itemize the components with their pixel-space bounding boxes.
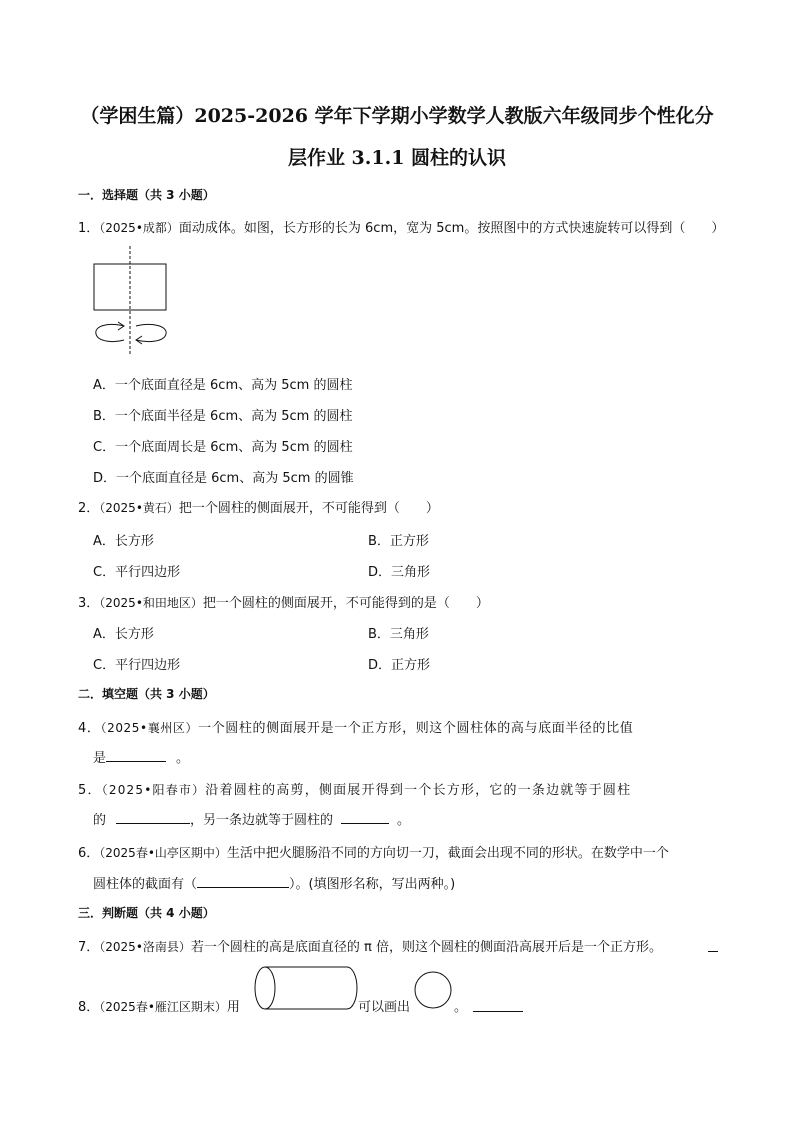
answer-blank[interactable]: [106, 747, 166, 762]
rotating-rectangle-figure: [88, 244, 178, 356]
question-5: [78, 779, 631, 798]
question-text: 是: [93, 751, 107, 766]
question-8-end: 。: [454, 1000, 468, 1015]
q2-option-a: A．长方形: [93, 534, 154, 549]
question-number: 5．: [78, 783, 102, 798]
question-6: [78, 842, 669, 861]
q1-option-c: C．一个底面周长是 6cm、高为 5cm 的圆柱: [93, 440, 353, 455]
question-text: 的: [93, 813, 107, 828]
question-text: ）。(填图形名称，写出两种。): [289, 877, 456, 892]
question-number: 1．: [78, 221, 100, 236]
document-title-line-1: （学困生篇）2025-2026 学年下学期小学数学人教版六年级同步个性化分: [80, 105, 714, 127]
question-4: [78, 717, 633, 736]
question-number: 4．: [78, 721, 101, 736]
question-3: [78, 592, 489, 611]
question-number: 8．: [78, 1000, 100, 1015]
question-text: 沿着圆柱的高剪，侧面展开得到一个长方形，它的一条边就等于圆柱: [205, 783, 632, 798]
question-text: 。: [397, 813, 411, 828]
q1-option-d: D．一个底面直径是 6cm、高为 5cm 的圆锥: [93, 471, 354, 486]
question-source: （2025•襄州区）: [100, 721, 199, 735]
question-5-line-2: [93, 809, 410, 828]
q3-option-b: B．三角形: [368, 627, 429, 642]
question-source: （2025•黄石）: [99, 501, 179, 515]
rotation-arrows-icon: [96, 322, 166, 344]
question-source: （2025春•雁江区期末）: [99, 1000, 227, 1014]
question-text: 。: [176, 751, 190, 766]
circle-figure: [413, 970, 453, 1010]
q3-option-d: D．正方形: [368, 658, 431, 673]
section-heading-judgement: 三．判断题（共 4 小题）: [78, 906, 215, 920]
horizontal-cylinder-figure: [253, 965, 359, 1011]
question-source: （2025•阳春市）: [101, 783, 206, 797]
q2-option-d: D．三角形: [368, 565, 431, 580]
answer-blank[interactable]: [473, 1011, 523, 1012]
question-number: 7．: [78, 940, 100, 955]
question-1: [78, 217, 724, 236]
question-8-middle: 可以画出: [358, 1000, 411, 1015]
q2-option-b: B．正方形: [368, 534, 429, 549]
section-heading-fill-in: 二．填空题（共 3 小题）: [78, 687, 215, 701]
question-source: （2025春•山亭区期中）: [99, 846, 227, 860]
document-title-line-2: 层作业 3.1.1 圆柱的认识: [287, 147, 507, 169]
q1-option-b: B．一个底面半径是 6cm、高为 5cm 的圆柱: [93, 409, 353, 424]
question-7: [78, 936, 662, 955]
q1-option-a: A．一个底面直径是 6cm、高为 5cm 的圆柱: [93, 378, 353, 393]
question-text: 面动成体。如图，长方形的长为 6cm，宽为 5cm。按照图中的方式快速旋转可以得到（ ）: [178, 221, 725, 236]
question-text: ，另一条边就等于圆柱的: [190, 813, 334, 828]
answer-blank[interactable]: [197, 873, 289, 888]
question-text: 生活中把火腿肠沿不同的方向切一刀，截面会出现不同的形状。在数学中一个: [226, 846, 669, 861]
answer-blank[interactable]: [708, 951, 718, 952]
question-number: 3．: [78, 596, 100, 611]
answer-blank[interactable]: [341, 809, 389, 824]
question-source: （2025•洛南县）: [99, 940, 191, 954]
section-heading-choice: 一．选择题（共 3 小题）: [78, 188, 215, 202]
q3-option-c: C．平行四边形: [93, 658, 181, 673]
q2-option-c: C．平行四边形: [93, 565, 181, 580]
q3-option-a: A．长方形: [93, 627, 154, 642]
question-text: 把一个圆柱的侧面展开，不可能得到（ ）: [178, 501, 439, 516]
question-4-line-2: [93, 747, 189, 766]
question-source: （2025•和田地区）: [99, 596, 203, 610]
question-text: 把一个圆柱的侧面展开，不可能得到的是（ ）: [202, 596, 489, 611]
question-text: 若一个圆柱的高是底面直径的 π 倍，则这个圆柱的侧面沿高展开后是一个正方形。: [190, 940, 662, 955]
answer-blank[interactable]: [116, 809, 190, 824]
question-number: 6．: [78, 846, 100, 861]
question-source: （2025•成都）: [99, 221, 179, 235]
question-2: [78, 497, 439, 516]
question-text: 用: [226, 1000, 240, 1015]
question-text: 圆柱体的截面有（: [93, 877, 198, 892]
question-8: [78, 996, 240, 1015]
question-6-line-2: [93, 873, 455, 892]
question-text: 一个圆柱的侧面展开是一个正方形，则这个圆柱体的高与底面半径的比值: [198, 721, 634, 736]
question-number: 2．: [78, 501, 100, 516]
